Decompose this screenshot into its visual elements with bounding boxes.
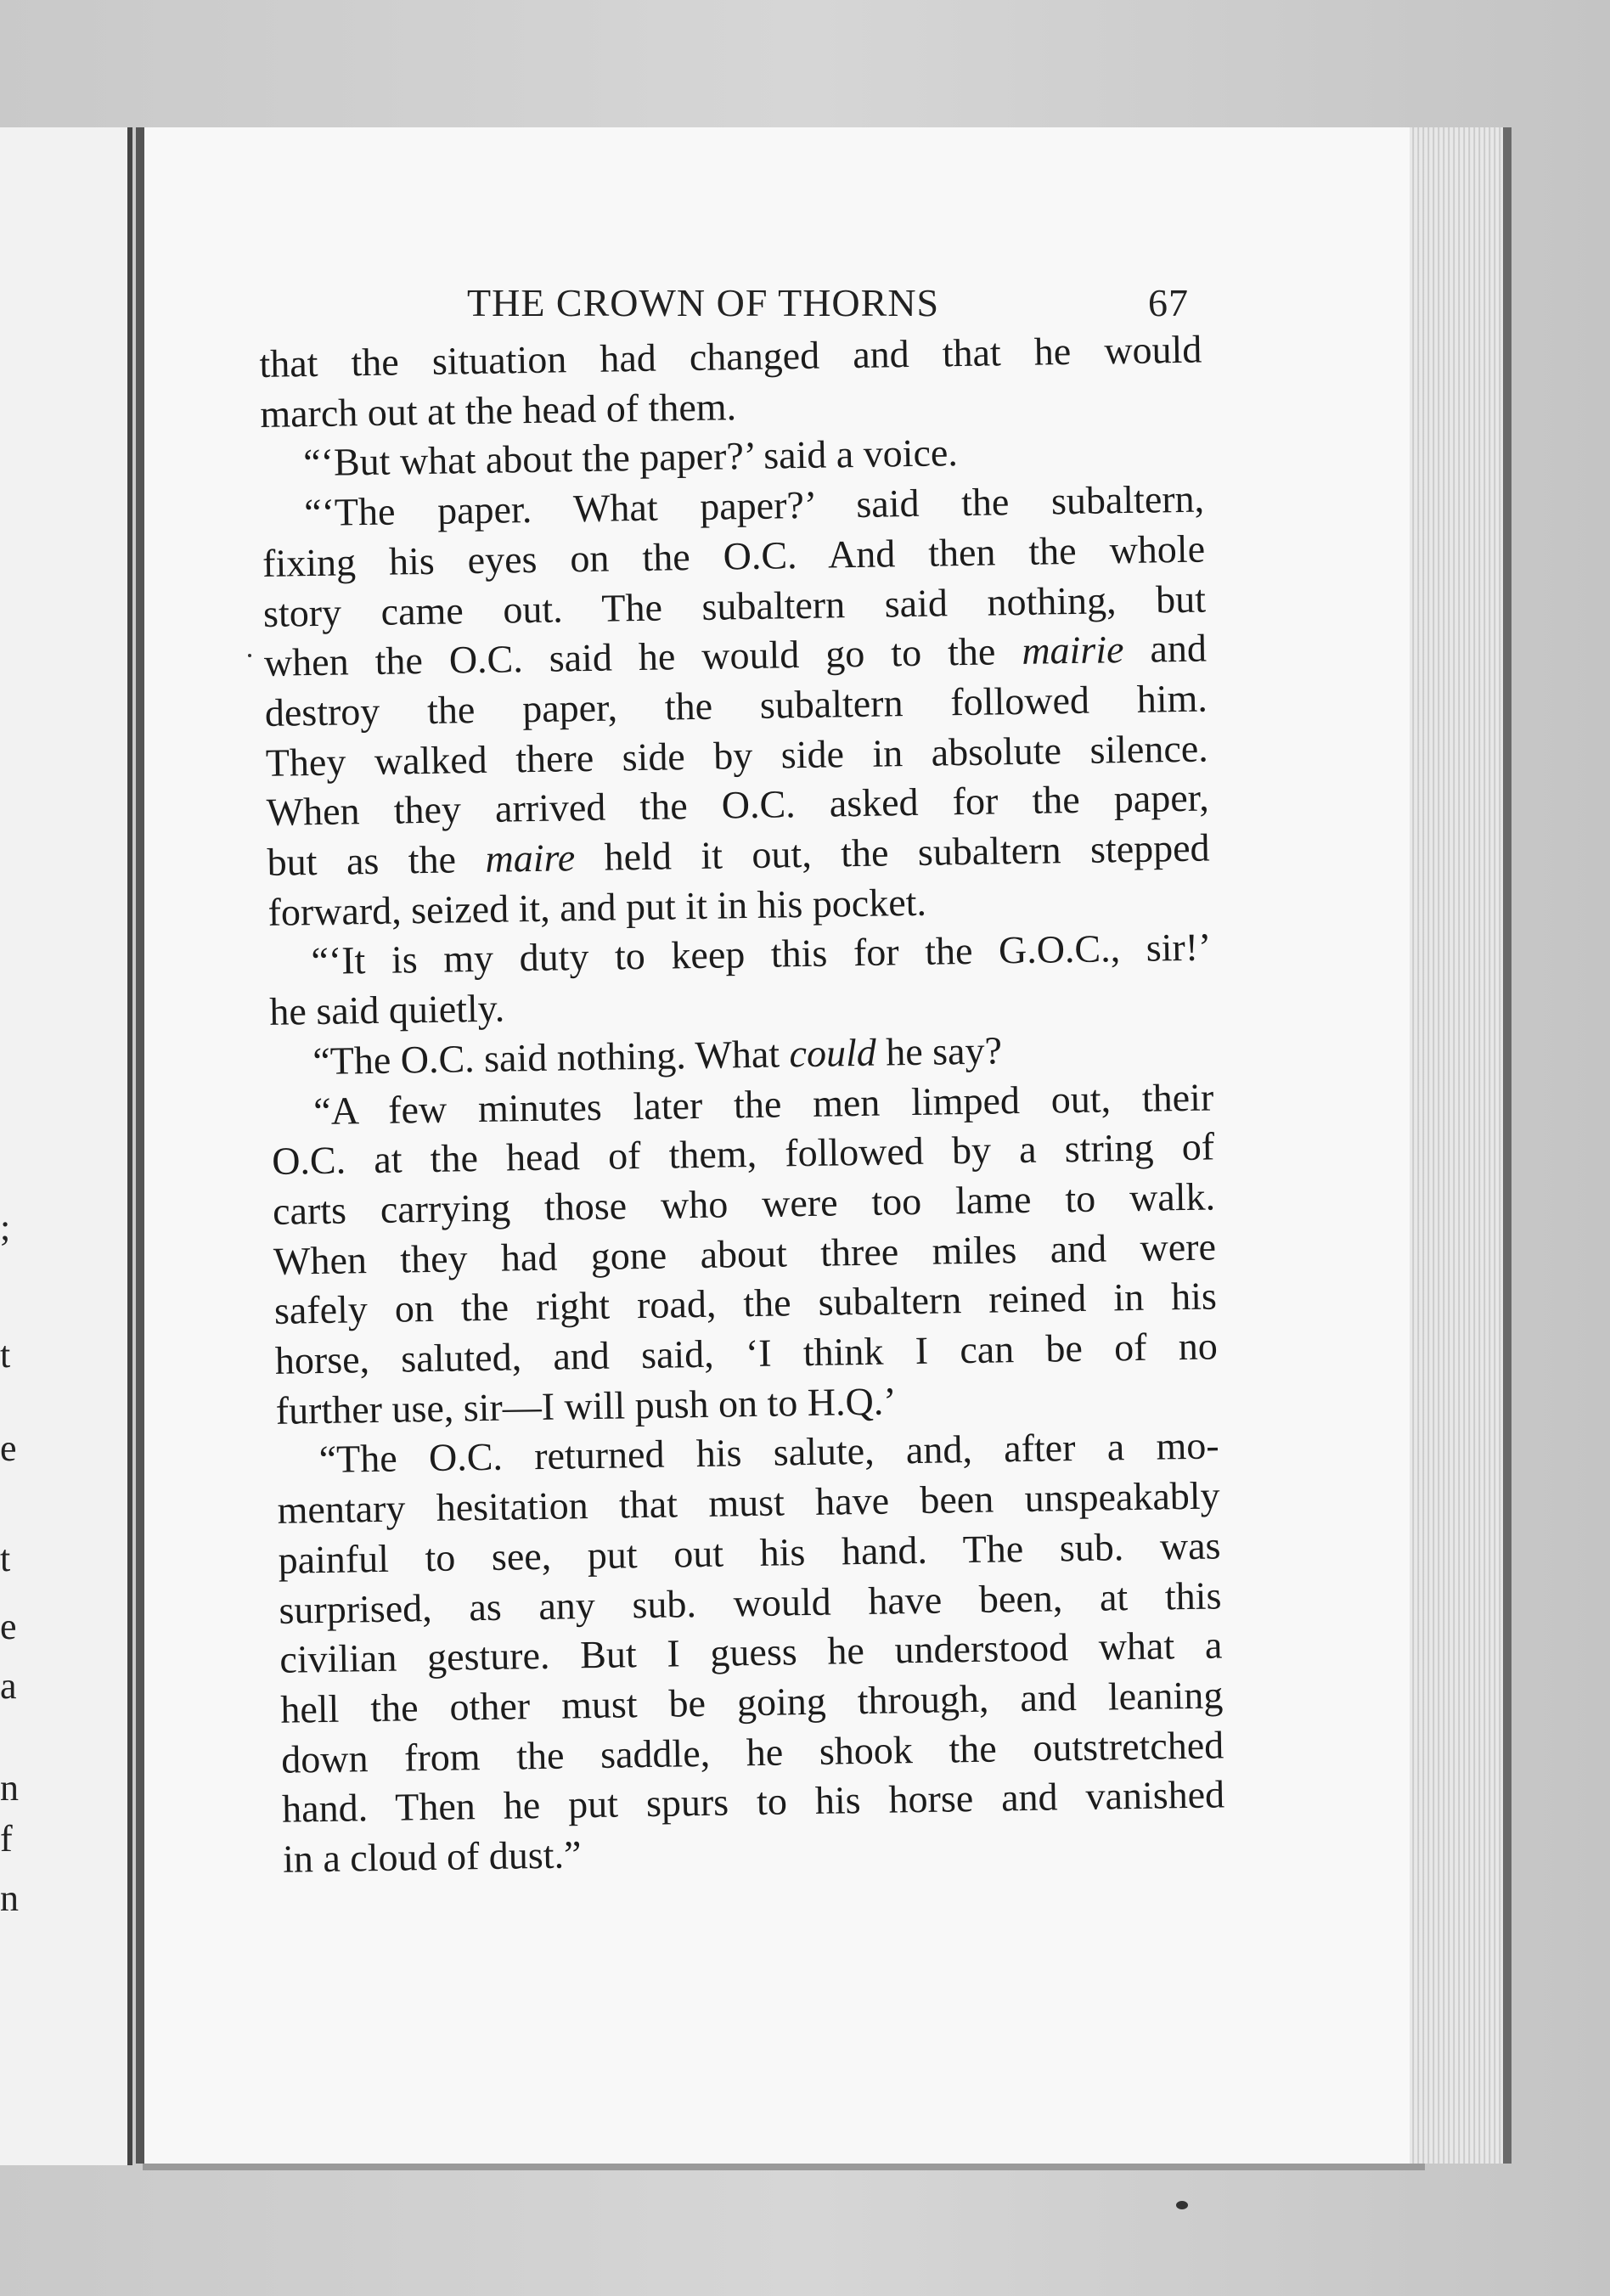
text-run: held it out, the subaltern stepped: [574, 825, 1210, 880]
text-run: forward, seized it, and put it in his pocket.: [267, 880, 927, 934]
left-page-fragment: e: [0, 1606, 17, 1647]
text-run: “‘But what about the paper?’ said a voice.: [302, 430, 959, 485]
text-run: When they had gone about three miles and were: [273, 1224, 1217, 1283]
italic-word: could: [789, 1030, 877, 1076]
chapter-title: THE CROWN OF THORNS: [467, 281, 940, 324]
left-page-fragment: n: [0, 1767, 19, 1809]
italic-word: maire: [485, 836, 576, 881]
page-number: 67: [1148, 281, 1189, 324]
page-edges: [1410, 127, 1511, 2164]
left-page-fragment: e: [0, 1427, 17, 1469]
text-run: story came out. The subaltern said nothing, but: [262, 577, 1207, 635]
left-page-fragment: a: [0, 1665, 17, 1707]
text-run: painful to see, put out his hand. The sub. was: [278, 1523, 1221, 1582]
text-run: that the situation had changed and that he would: [259, 327, 1202, 385]
left-page-fragment: t: [0, 1334, 11, 1376]
text-run: They walked there side by side in absolute silence.: [265, 726, 1209, 785]
text-run: when the O.C. said he would go to the: [263, 629, 1022, 685]
text-run: surprised, as any sub. would have been, at this: [279, 1573, 1222, 1632]
text-run: march out at the head of them.: [259, 384, 737, 436]
text-run: but as the: [267, 836, 486, 884]
text-run: “‘It is my duty to keep this for the G.O.C., sir!’: [311, 925, 1212, 983]
text-run: civilian gesture. But I guess he understood what a: [279, 1623, 1223, 1682]
text-run: “The O.C. returned his salute, and, after a mo-: [318, 1423, 1219, 1482]
dust-speck: [248, 654, 251, 657]
text-run: in a cloud of dust.”: [282, 1832, 582, 1881]
left-page-fragment: n: [0, 1877, 19, 1919]
italic-word: mairie: [1021, 627, 1124, 673]
text-run: carts carrying those who were too lame to walk.: [272, 1174, 1216, 1233]
text-run: destroy the paper, the subaltern followed him.: [264, 676, 1208, 734]
left-page-fragment: t: [0, 1538, 11, 1579]
text-run: mentary hesitation that must have been unspeakably: [277, 1473, 1220, 1532]
dust-speck: [1176, 2201, 1188, 2209]
text-run: hand. Then he put spurs to his horse and vanished: [281, 1772, 1225, 1832]
text-run: When they arrived the O.C. asked for the paper,: [266, 775, 1210, 835]
text-run: safely on the right road, the subaltern reined in his: [273, 1274, 1218, 1333]
text-run: “A few minutes later the men limped out, their: [312, 1075, 1214, 1133]
text-run: “The O.C. said nothing. What: [312, 1032, 790, 1083]
text-run: he said quietly.: [269, 986, 505, 1034]
text-run: down from the saddle, he shook the outstretched: [280, 1723, 1224, 1781]
text-run: further use, sir—I will push on to H.Q.’: [275, 1379, 897, 1432]
text-run: hell the other must be going through, and leaning: [279, 1673, 1224, 1731]
text-run: “‘The paper. What paper?’ said the subaltern,: [303, 476, 1205, 535]
text-run: fixing his eyes on the O.C. And then the whole: [262, 526, 1206, 585]
text-run: he say?: [875, 1028, 1003, 1074]
left-page-fragment: f: [0, 1818, 13, 1860]
text-run: and: [1123, 626, 1208, 672]
text-run: O.C. at the head of them, followed by a string of: [271, 1124, 1215, 1184]
body-text: [259, 325, 1225, 1885]
text-run: horse, saluted, and said, ‘I think I can be of no: [274, 1324, 1219, 1382]
left-page-fragment: ;: [0, 1207, 11, 1248]
